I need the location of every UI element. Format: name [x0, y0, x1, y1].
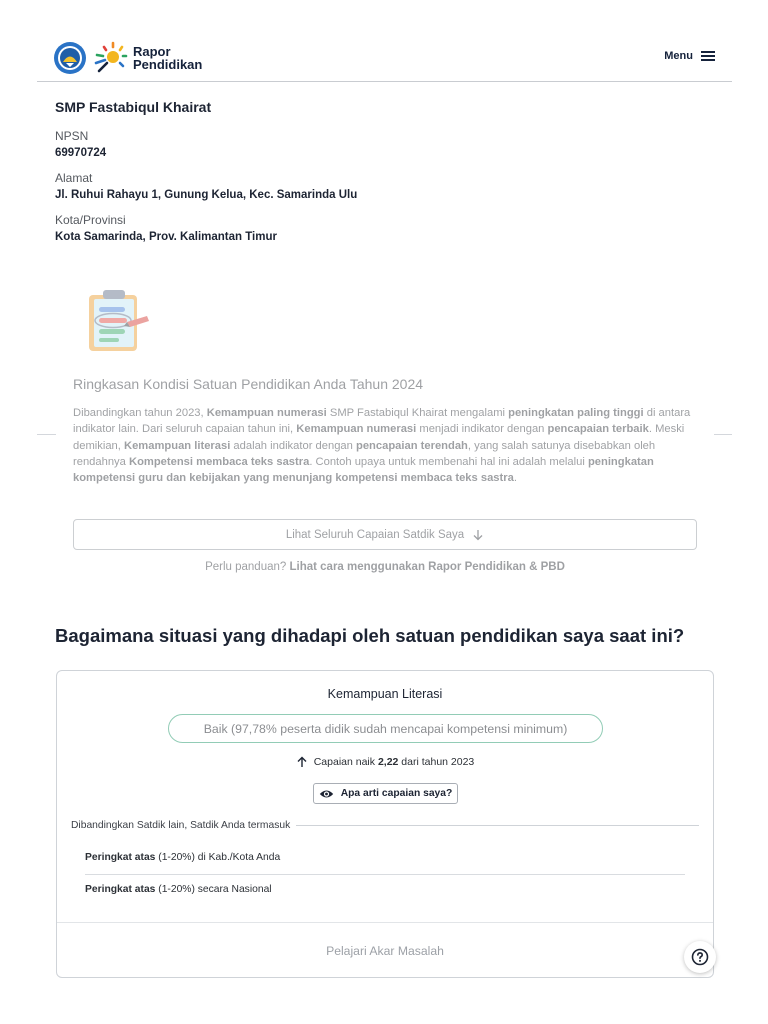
npsn-value: 69970724 [55, 147, 107, 159]
comparison-label: Dibandingkan Satdik lain, Satdik Anda termasuk [71, 820, 699, 831]
city-value: Kota Samarinda, Prov. Kalimantan Timur [55, 231, 277, 243]
literacy-card [56, 670, 714, 978]
menu-button[interactable] [664, 50, 715, 62]
menu-label: Menu [664, 50, 693, 62]
logo[interactable] [53, 40, 202, 76]
clipboard-icon [85, 286, 153, 354]
arrow-down-icon [472, 529, 484, 541]
brand-name [133, 45, 202, 71]
card-title: Kemampuan Literasi [327, 687, 443, 701]
tut-wuri-handayani-logo [53, 41, 87, 75]
arrow-up-icon [296, 756, 308, 768]
rank-national: Peringkat atas (1-20%) secara Nasional [85, 884, 272, 895]
guide-link[interactable]: Lihat cara menggunakan Rapor Pendidikan & PBD [289, 561, 565, 573]
guide-prefix: Perlu panduan? [205, 561, 290, 573]
what-does-it-mean-label: Apa arti capaian saya? [340, 788, 453, 799]
brand-line-2: Pendidikan [133, 57, 203, 72]
divider [714, 434, 732, 435]
top-header [37, 38, 732, 82]
rank-regional: Peringkat atas (1-20%) di Kab./Kota Anda [85, 852, 281, 863]
brand-line-1: Rapor [133, 44, 171, 59]
what-does-it-mean-button[interactable] [313, 783, 458, 804]
school-info [55, 99, 357, 243]
help-icon [691, 948, 709, 966]
view-all-achievements-button[interactable] [73, 519, 697, 550]
summary-title: Ringkasan Kondisi Satuan Pendidikan Anda Tahun 2024 [73, 376, 424, 392]
address-value: Jl. Ruhui Rahayu 1, Gunung Kelua, Kec. Samarinda Ulu [55, 189, 358, 201]
school-name: SMP Fastabiqul Khairat [55, 99, 212, 115]
trend-text: Capaian naik 2,22 dari tahun 2023 [57, 756, 713, 768]
city-label: Kota/Provinsi [55, 213, 126, 227]
status-badge: Baik (97,78% peserta didik sudah mencapai kompetensi minimum) [168, 714, 603, 743]
guide-text [73, 561, 697, 573]
section-heading: Bagaimana situasi yang dihadapi oleh satuan pendidikan saya saat ini? [55, 625, 685, 646]
help-button[interactable] [684, 941, 716, 973]
view-all-label: Lihat Seluruh Capaian Satdik Saya [285, 528, 465, 541]
npsn-label: NPSN [55, 129, 89, 143]
rapor-pendidikan-sun-icon [93, 40, 129, 76]
divider [85, 874, 685, 875]
summary-text: Dibandingkan tahun 2023, Kemampuan numerasi SMP Fastabiqul Khairat mengalami peningkatan paling tinggi di antara indikator lain. Dari seluruh capaian tahun ini, Kemampuan numerasi menjadi indikator dengan pencapaian terbaik. Meski demikian, Kemampuan literasi adalah indikator dengan pencapaian terendah, yang salah satunya disebabkan oleh rendahnya Kompetensi membaca teks sastra. Contoh upaya untuk membenahi hal ini adalah melalui peningkatan kompetensi guru dan kebijakan yang menunjang kompetensi membaca teks sastra. [73, 407, 691, 485]
address-label: Alamat [55, 171, 93, 185]
hamburger-icon [701, 51, 715, 61]
eye-icon [319, 789, 334, 799]
divider [37, 434, 56, 435]
learn-root-cause-link[interactable]: Pelajari Akar Masalah [57, 922, 713, 978]
